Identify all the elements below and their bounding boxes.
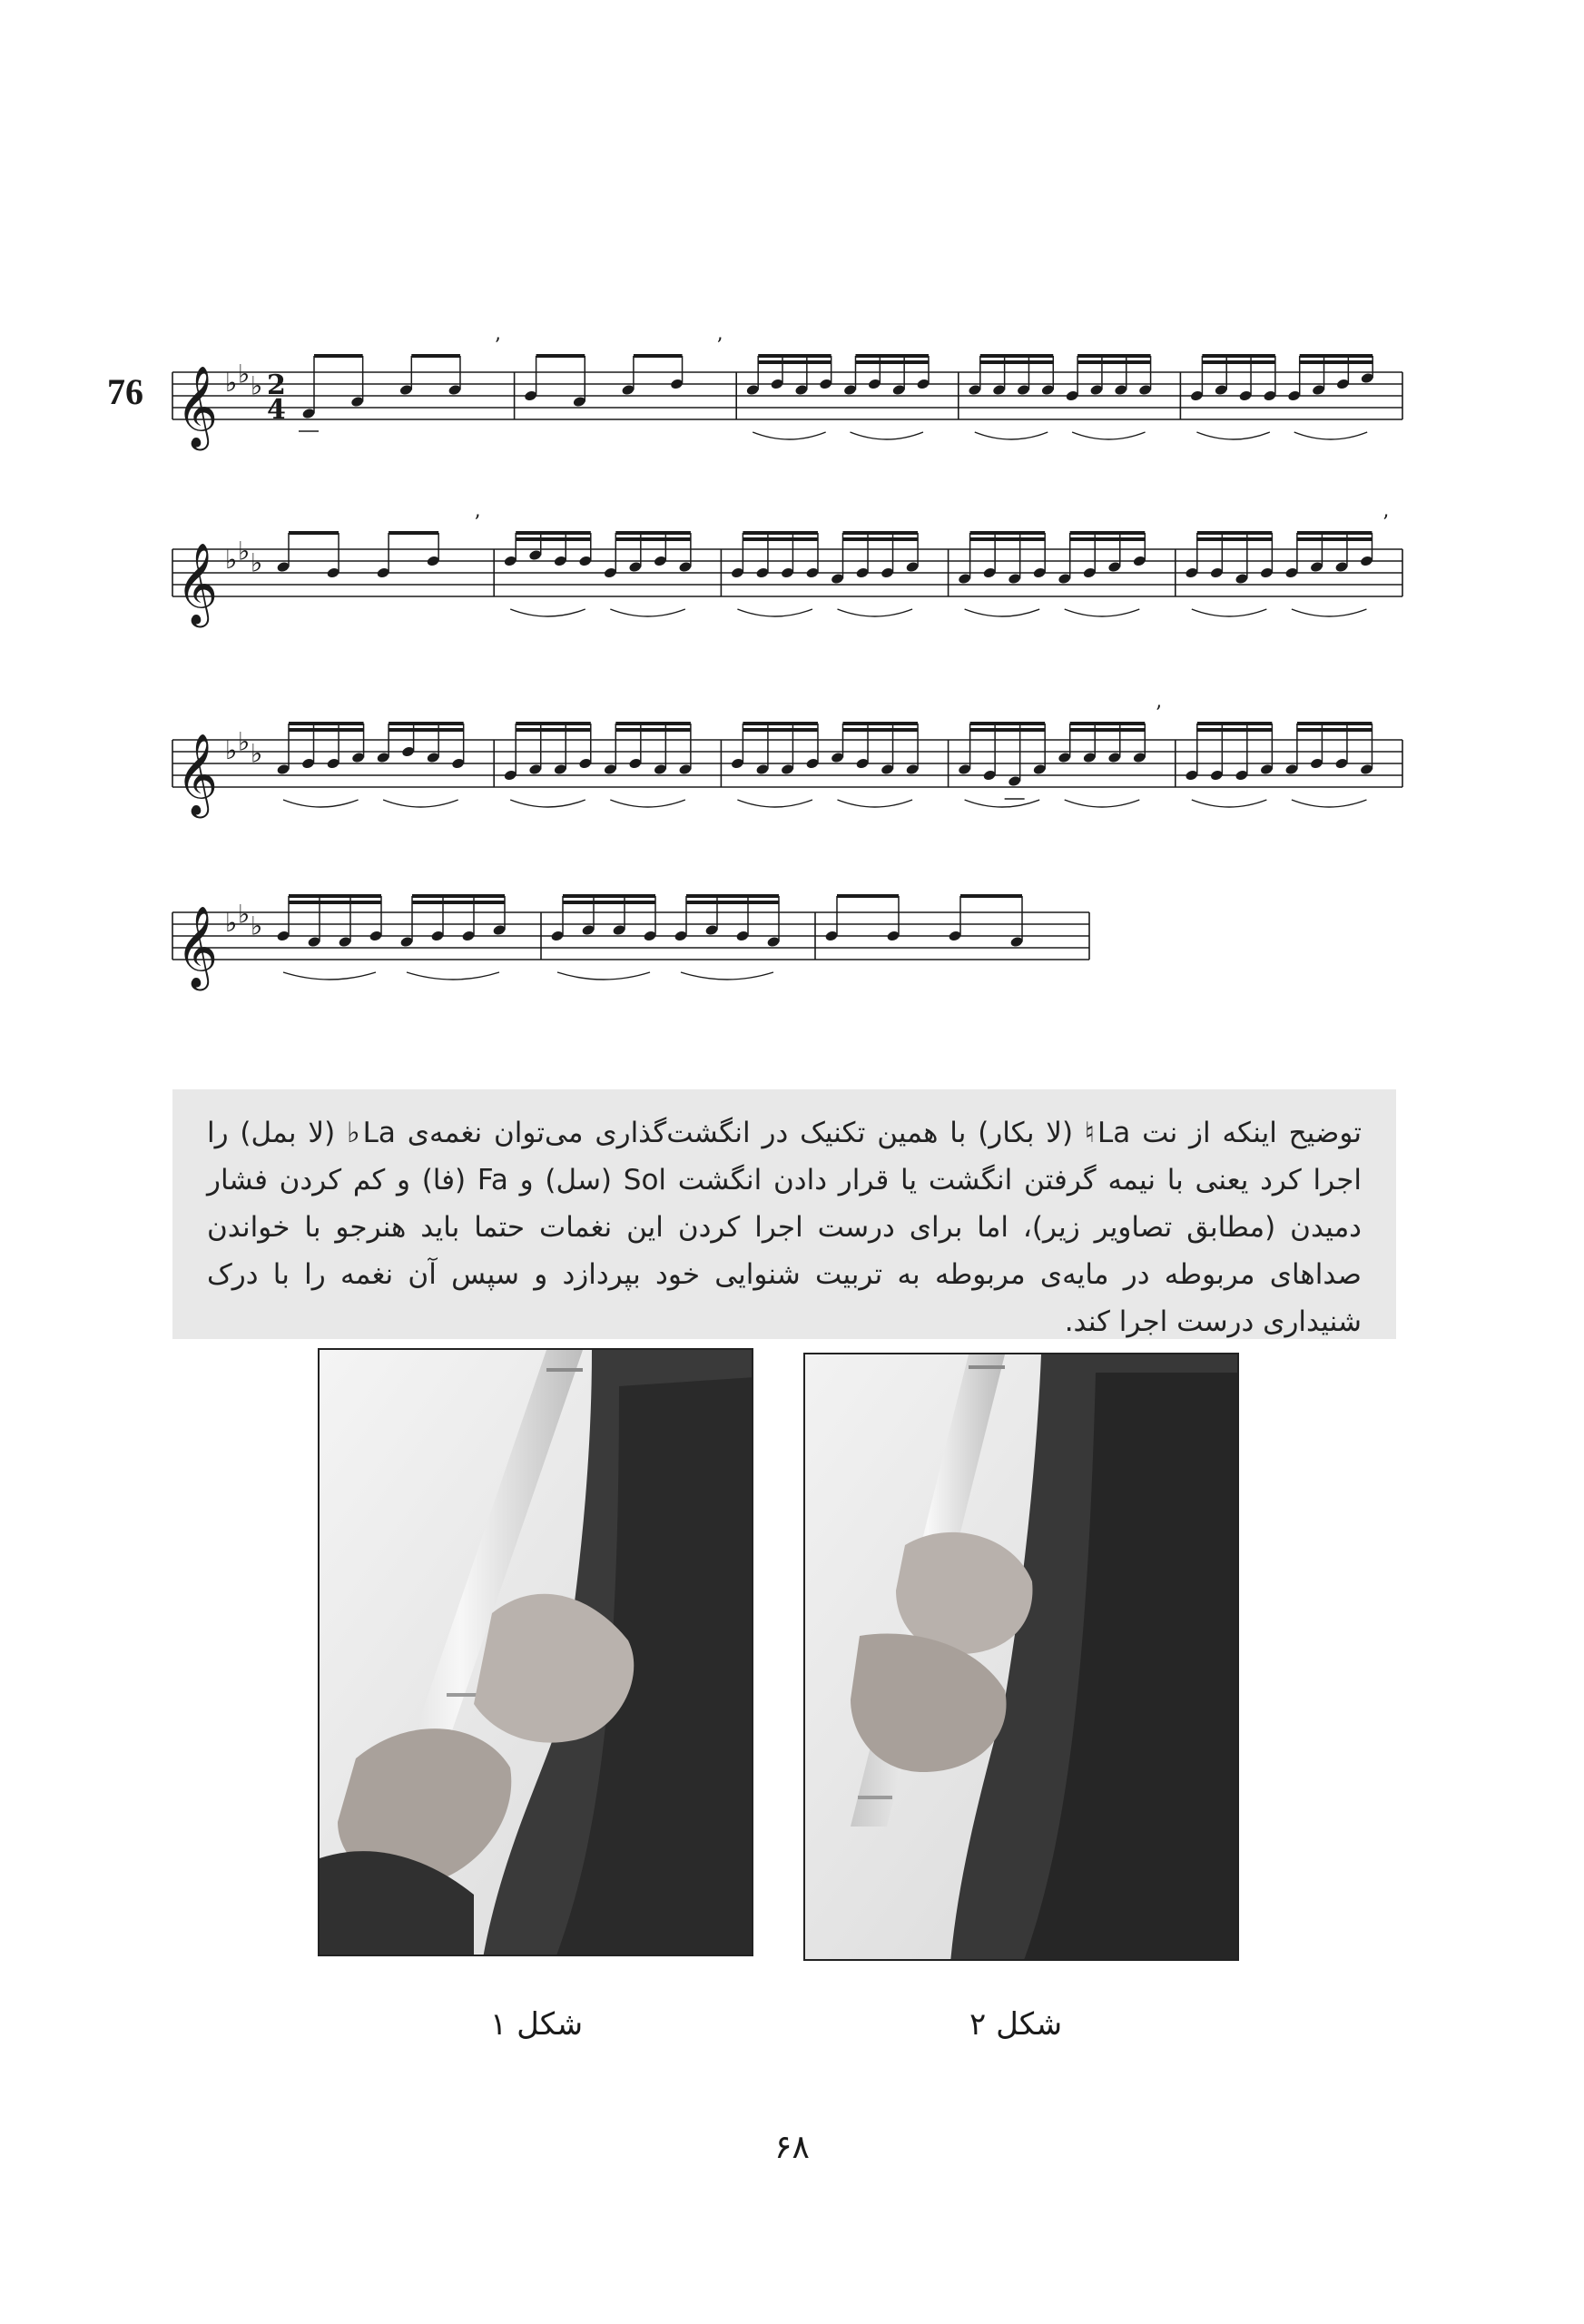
staff-4-svg bbox=[172, 876, 1089, 994]
slur bbox=[1192, 800, 1267, 807]
time-signature-bottom: 4 bbox=[267, 394, 286, 426]
breath-mark: ’ bbox=[474, 512, 481, 535]
slur bbox=[1072, 432, 1145, 439]
flute-hand-image-2 bbox=[805, 1354, 1239, 1961]
slur bbox=[510, 800, 585, 807]
time-signature-top: 2 bbox=[267, 369, 286, 401]
slur bbox=[965, 800, 1040, 807]
slur bbox=[753, 432, 825, 439]
slur bbox=[610, 609, 685, 616]
flat-sign: ♭ bbox=[251, 370, 263, 401]
treble-clef: 𝄞 bbox=[176, 734, 219, 815]
slur bbox=[851, 432, 923, 439]
staff-2-svg bbox=[172, 513, 1402, 631]
slur bbox=[1292, 609, 1367, 616]
slur bbox=[283, 972, 376, 980]
slur bbox=[1196, 432, 1269, 439]
flat-sign: ♭ bbox=[225, 735, 238, 765]
slur bbox=[1294, 432, 1367, 439]
flat-sign: ♭ bbox=[238, 536, 251, 566]
explanation-paragraph: توضیح اینکه از نت La♮ (لا بکار) با همین تکنیک در انگشت‌گذاری می‌توان نغمه‌ی La♭ (لا بمل) را اجرا کرد یعنی با نیمه گرفتن انگشت یا قرار دادن انگشت Sol (سل) و Fa (فا) و کم کردن فشار دمیدن (مطابق تصاویر زیر)، اما برای درست اجرا کردن این نغمات حتما باید هنرجو با خواندن صداهای مربوطه در مایه‌ی مربوطه به تربیت شنوایی خود بپردازد و سپس آن نغمه را با درک شنیداری درست اجرا کند. bbox=[207, 1117, 1362, 1338]
staff-1-svg bbox=[172, 336, 1402, 454]
slur bbox=[283, 800, 359, 807]
breath-mark: ’ bbox=[716, 335, 723, 358]
figure-1-caption: شکل ۱ bbox=[490, 2006, 584, 2043]
slur bbox=[737, 800, 812, 807]
slur bbox=[1192, 609, 1267, 616]
flute-hand-image-1 bbox=[320, 1350, 753, 1956]
figure-1-photo bbox=[318, 1348, 753, 1956]
slur bbox=[838, 609, 913, 616]
flat-sign: ♭ bbox=[225, 368, 238, 398]
slur bbox=[610, 800, 685, 807]
exercise-number: 76 bbox=[107, 371, 143, 412]
treble-clef: 𝄞 bbox=[176, 366, 219, 448]
flat-sign: ♭ bbox=[238, 359, 251, 389]
figure-2-caption: شکل ۲ bbox=[969, 2006, 1063, 2043]
flat-sign: ♭ bbox=[238, 726, 251, 757]
slur bbox=[838, 800, 913, 807]
slur bbox=[1065, 800, 1140, 807]
breath-mark: ’ bbox=[494, 335, 501, 358]
slur bbox=[557, 972, 650, 980]
figure-2-photo bbox=[803, 1353, 1239, 1961]
slur bbox=[965, 609, 1040, 616]
slur bbox=[681, 972, 773, 980]
flat-sign: ♭ bbox=[251, 911, 263, 941]
flat-sign: ♭ bbox=[251, 547, 263, 578]
music-staff-4 bbox=[172, 876, 1089, 994]
music-staff-3 bbox=[172, 704, 1402, 822]
breath-mark: ’ bbox=[1382, 512, 1389, 535]
flat-sign: ♭ bbox=[238, 899, 251, 930]
slur bbox=[975, 432, 1048, 439]
staff-3-svg bbox=[172, 704, 1402, 822]
slur bbox=[1065, 609, 1140, 616]
slur bbox=[510, 609, 585, 616]
explanation-box bbox=[172, 1089, 1396, 1339]
treble-clef: 𝄞 bbox=[176, 543, 219, 625]
flat-sign: ♭ bbox=[225, 545, 238, 575]
page-number: ۶۸ bbox=[774, 2129, 810, 2166]
music-staff-2 bbox=[172, 513, 1402, 631]
slur bbox=[407, 972, 499, 980]
slur bbox=[737, 609, 812, 616]
slur bbox=[383, 800, 458, 807]
flat-sign: ♭ bbox=[251, 738, 263, 769]
music-staff-1 bbox=[172, 336, 1402, 454]
breath-mark: ’ bbox=[1155, 703, 1162, 725]
treble-clef: 𝄞 bbox=[176, 906, 219, 988]
flat-sign: ♭ bbox=[225, 908, 238, 938]
slur bbox=[1292, 800, 1367, 807]
